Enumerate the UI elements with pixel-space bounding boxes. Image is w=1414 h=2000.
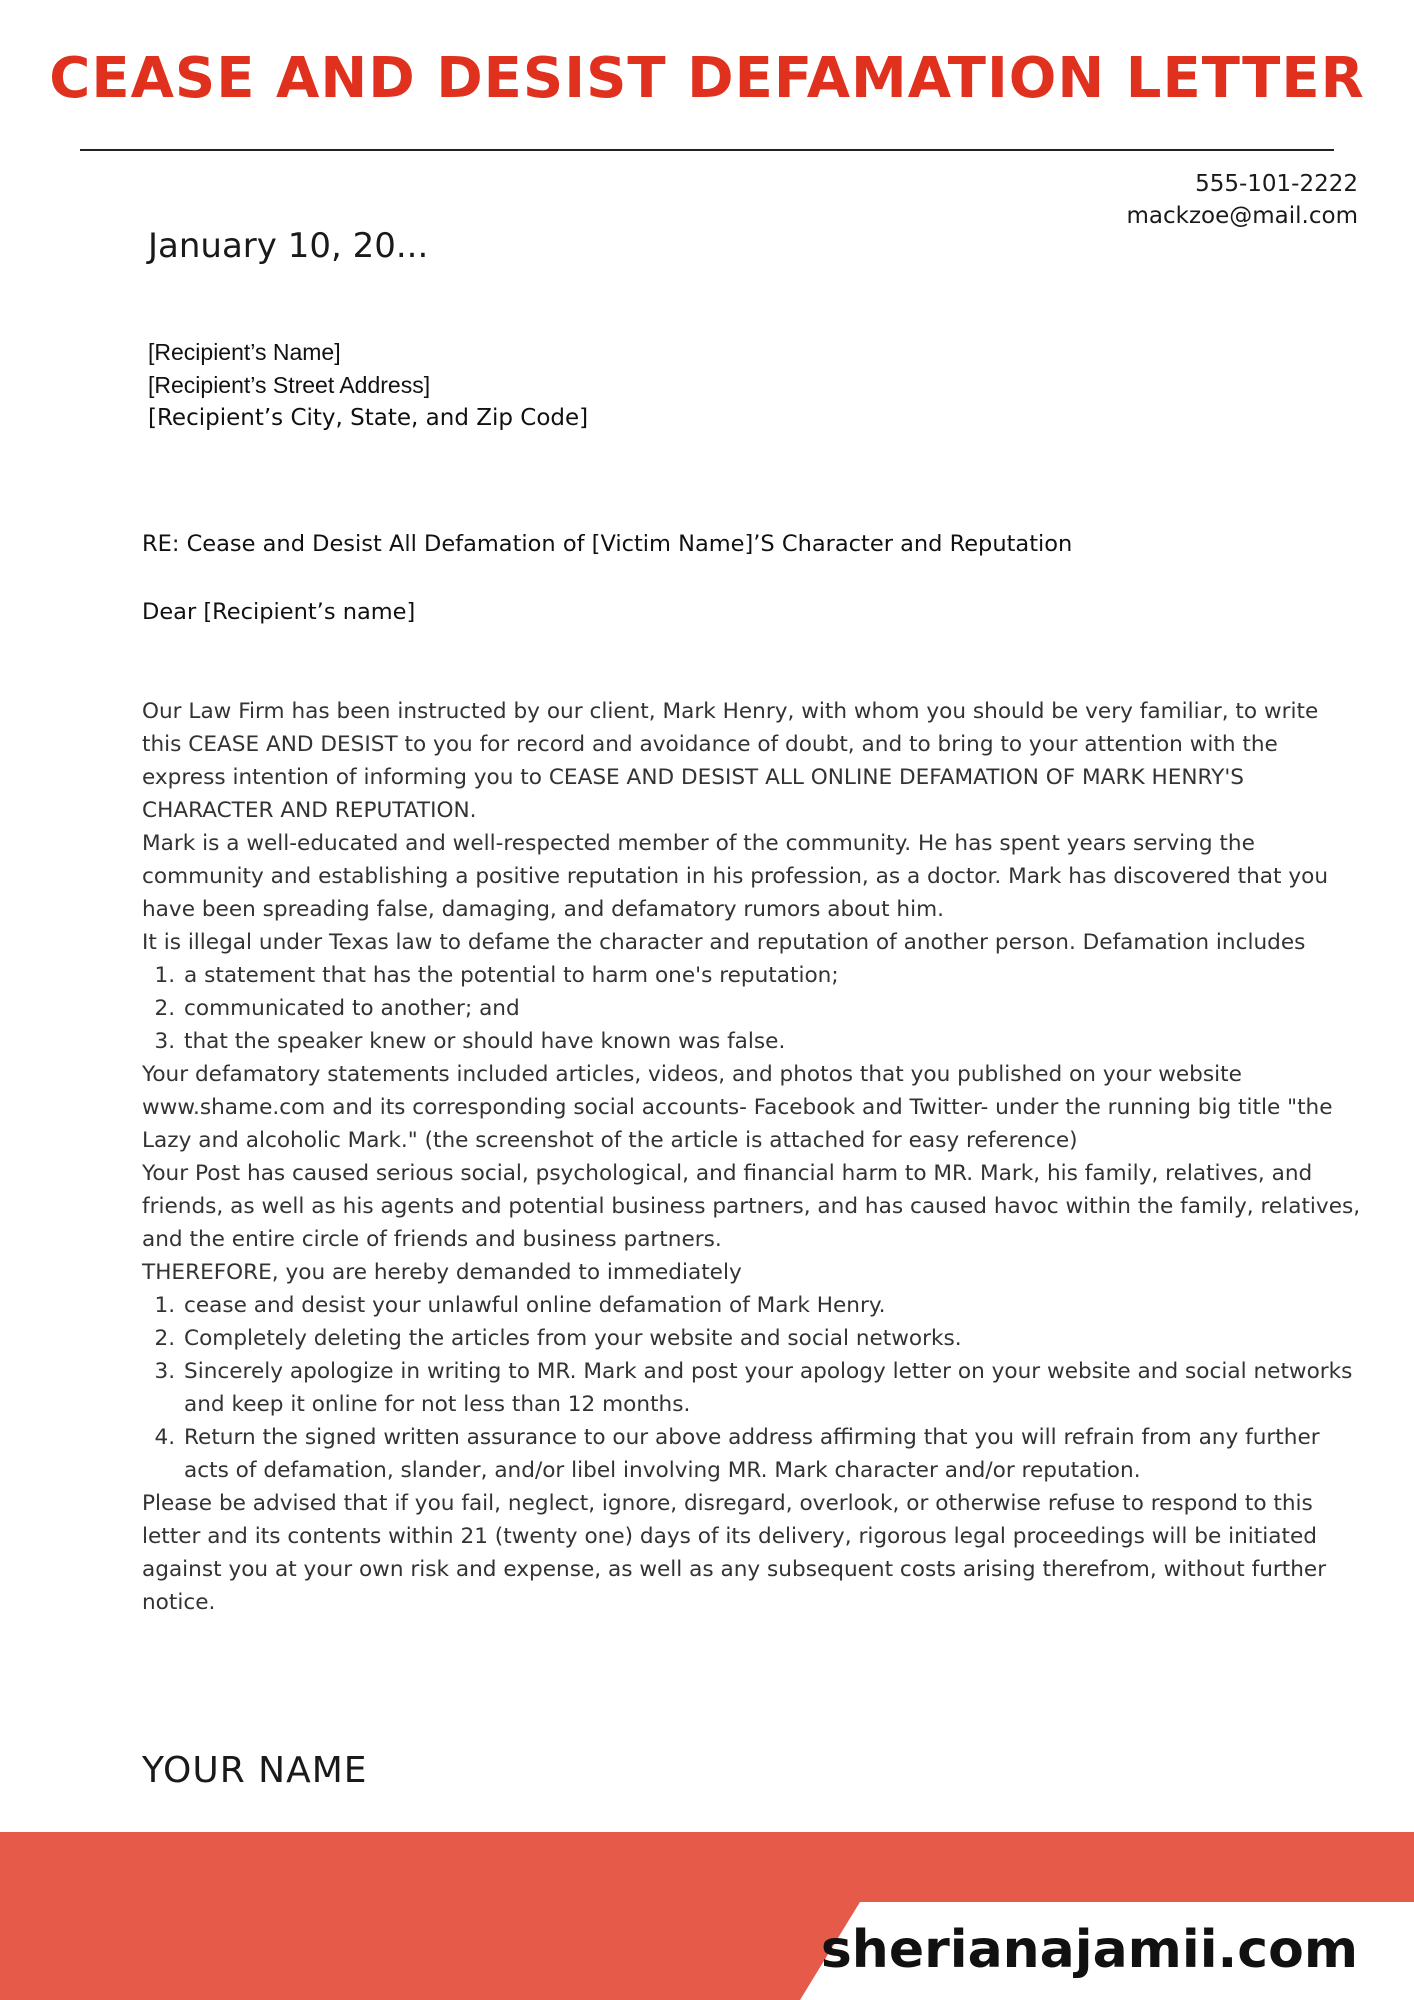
list-item: 2. Completely deleting the articles from your website and social networks.: [182, 1322, 1362, 1355]
list-item: 2. communicated to another; and: [182, 992, 1362, 1025]
body-paragraph-4: Your defamatory statements included articles, videos, and photos that you published on your website www.shame.com and its corresponding social accounts- Facebook and Twitter- under the running big title "the Lazy and alcoholic Mark." (the screenshot of the article is attached for easy reference): [142, 1062, 1333, 1153]
list-item: 4. Return the signed written assurance to our above address affirming that you will refrain from any further acts of defamation, slander, and/or libel involving MR. Mark character and/or reputation.: [182, 1421, 1362, 1487]
demands-list: [142, 1289, 1362, 1487]
header-divider: [80, 149, 1334, 151]
contact-email: mackzoe@mail.com: [1126, 203, 1358, 229]
body-paragraph-5: Your Post has caused serious social, psychological, and financial harm to MR. Mark, his family, relatives, and friends, as well as his agents and potential business partners, and has caused havoc within the family, relatives, and the entire circle of friends and business partners.: [142, 1161, 1361, 1252]
list-item: 3. Sincerely apologize in writing to MR. Mark and post your apology letter on your website and social networks and keep it online for not less than 12 months.: [182, 1355, 1362, 1421]
body-paragraph-2: Mark is a well-educated and well-respected member of the community. He has spent years serving the community and establishing a positive reputation in his profession, as a doctor. Mark has discovered that you have been spreading false, damaging, and defamatory rumors about him.: [142, 831, 1329, 922]
list-item: 1. a statement that has the potential to harm one's reputation;: [182, 959, 1362, 992]
defamation-elements-list: [142, 959, 1362, 1058]
salutation: Dear [Recipient’s name]: [142, 599, 416, 625]
signature-name: YOUR NAME: [142, 1750, 368, 1791]
contact-phone: 555-101-2222: [1195, 171, 1358, 197]
recipient-street: [Recipient’s Street Address]: [148, 372, 431, 398]
recipient-city: [Recipient’s City, State, and Zip Code]: [148, 405, 589, 431]
contact-block: [1127, 168, 1358, 232]
footer-website: sherianajamii.com: [820, 1920, 1358, 1980]
letter-date: January 10, 20...: [148, 226, 429, 266]
list-item: 1. cease and desist your unlawful online defamation of Mark Henry.: [182, 1289, 1362, 1322]
body-paragraph-3: It is illegal under Texas law to defame the character and reputation of another person. Defamation includes: [142, 930, 1306, 955]
list-item: 3. that the speaker knew or should have known was false.: [182, 1025, 1362, 1058]
body-paragraph-1: Our Law Firm has been instructed by our client, Mark Henry, with whom you should be very familiar, to write this CEASE AND DESIST to you for record and avoidance of doubt, and to bring to your attention with the express intention of informing you to CEASE AND DESIST ALL ONLINE DEFAMATION OF MARK HENRY'S CHARACTER AND REPUTATION.: [142, 699, 1319, 823]
subject-line: RE: Cease and Desist All Defamation of [Victim Name]’S Character and Reputation: [142, 531, 1073, 557]
body-paragraph-7: Please be advised that if you fail, neglect, ignore, disregard, overlook, or otherwise refuse to respond to this letter and its contents within 21 (twenty one) days of its delivery, rigorous legal proceedings will be initiated against you at your own risk and expense, as well as any subsequent costs arising therefrom, without further notice.: [142, 1491, 1327, 1615]
recipient-name: [Recipient’s Name]: [148, 339, 341, 365]
letter-body: [142, 695, 1362, 1619]
body-paragraph-6: THEREFORE, you are hereby demanded to immediately: [142, 1260, 742, 1285]
recipient-block: [148, 336, 588, 435]
letter-title: CEASE AND DESIST DEFAMATION LETTER: [49, 46, 1365, 111]
